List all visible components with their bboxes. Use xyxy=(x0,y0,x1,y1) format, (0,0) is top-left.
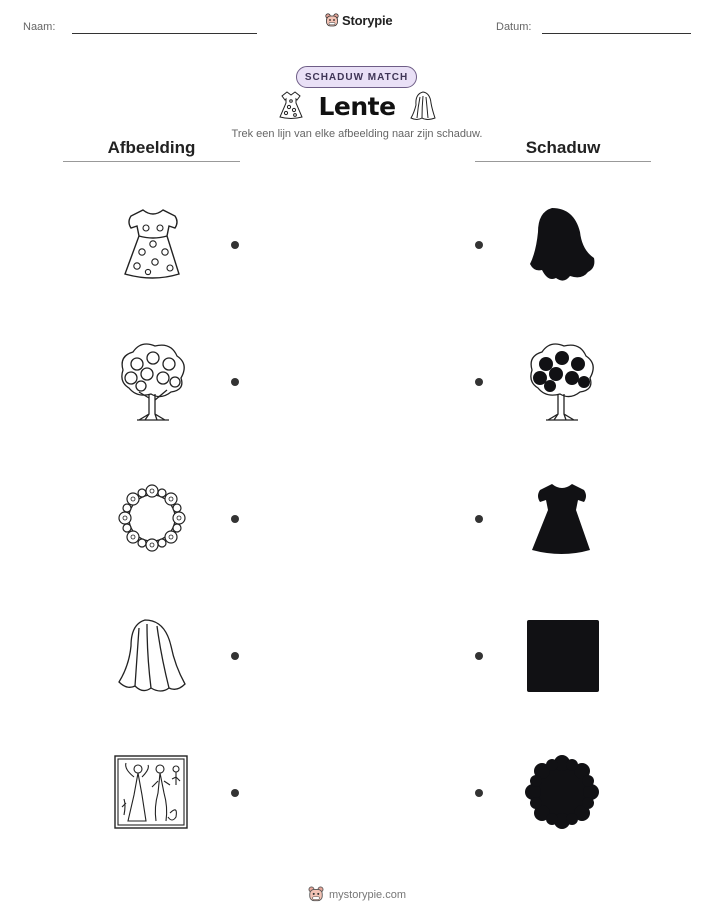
name-line xyxy=(72,33,257,34)
storypie-mascot-icon xyxy=(325,13,339,28)
left-dot-2[interactable] xyxy=(231,378,239,386)
left-dot-3[interactable] xyxy=(231,515,239,523)
footer xyxy=(0,886,714,903)
right-dot-1[interactable] xyxy=(475,241,483,249)
right-dot-2[interactable] xyxy=(475,378,483,386)
veil-shadow-icon xyxy=(524,206,600,282)
page-title: Lente xyxy=(318,92,396,121)
title-veil-icon xyxy=(409,91,437,121)
left-dot-4[interactable] xyxy=(231,652,239,660)
fruit-tree-outline-icon xyxy=(115,342,191,418)
brand-logo xyxy=(325,13,392,28)
dress-outline-icon xyxy=(115,206,191,282)
dress-shadow-icon xyxy=(526,480,602,556)
figures-tile-outline-icon xyxy=(114,755,190,831)
date-label: Datum: xyxy=(496,21,532,33)
left-dot-5[interactable] xyxy=(231,789,239,797)
right-column-heading: Schaduw xyxy=(525,138,601,157)
left-column-heading: Afbeelding xyxy=(107,138,196,157)
worksheet-type-badge: SCHADUW MATCH xyxy=(296,66,417,88)
footer-url[interactable]: mystorypie.com xyxy=(328,888,407,901)
right-dot-4[interactable] xyxy=(475,652,483,660)
right-heading-underline xyxy=(475,161,651,162)
fruit-tree-shadow-icon xyxy=(524,342,600,418)
square-shadow-icon xyxy=(526,619,602,695)
right-dot-5[interactable] xyxy=(475,789,483,797)
name-label: Naam: xyxy=(23,21,56,33)
left-dot-1[interactable] xyxy=(231,241,239,249)
brand-name: Storypie xyxy=(342,13,393,28)
right-dot-3[interactable] xyxy=(475,515,483,523)
storypie-mascot-icon xyxy=(308,886,324,903)
flower-wreath-outline-icon xyxy=(115,481,191,557)
left-heading-underline xyxy=(63,161,240,162)
instructions: Trek een lijn van elke afbeelding naar zijn schaduw. xyxy=(231,128,483,140)
date-line xyxy=(542,33,691,34)
veil-outline-icon xyxy=(113,616,189,692)
wreath-shadow-icon xyxy=(524,754,600,830)
